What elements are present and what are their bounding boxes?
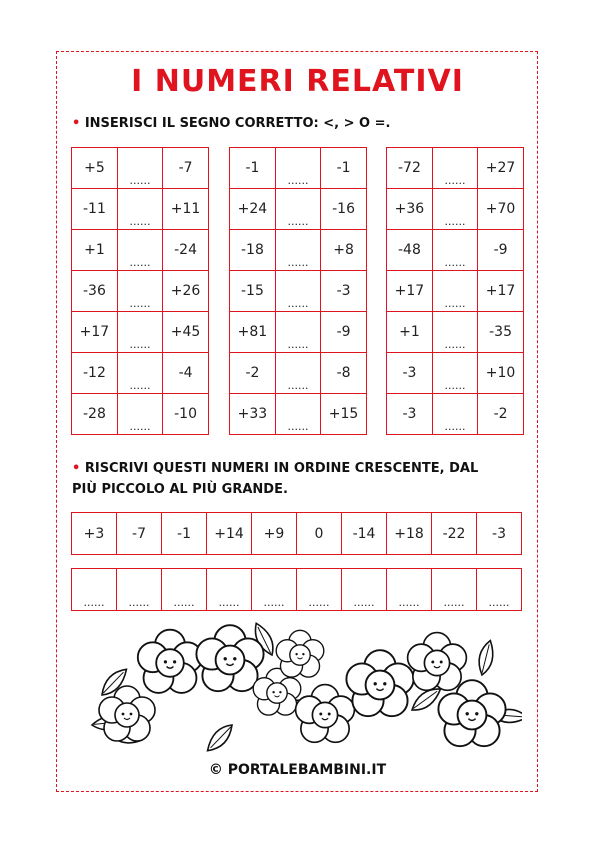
grid-cell: +1 <box>387 312 433 353</box>
answer-blank[interactable]: ...... <box>275 353 320 394</box>
grid-cell: +45 <box>163 312 209 353</box>
answer-blank[interactable]: ...... <box>117 394 162 435</box>
page-title: I NUMERI RELATIVI <box>131 64 464 99</box>
number-cell: -22 <box>432 513 477 555</box>
answer-blank[interactable]: ...... <box>162 569 207 611</box>
instruction-2-line-1: RISCRIVI QUESTI NUMERI IN ORDINE CRESCENTE, DAL <box>84 461 479 476</box>
answer-blank[interactable]: ...... <box>432 353 477 394</box>
number-cell: +14 <box>207 513 252 555</box>
grid-cell: -3 <box>387 353 433 394</box>
grid-cell: -2 <box>230 353 276 394</box>
grid-cell: -12 <box>72 353 118 394</box>
answer-blank[interactable]: ...... <box>297 569 342 611</box>
number-cell: -3 <box>477 513 522 555</box>
grid-cell: -35 <box>478 312 524 353</box>
number-cell: -1 <box>162 513 207 555</box>
answer-blank[interactable]: ...... <box>387 569 432 611</box>
answer-blank[interactable]: ...... <box>432 312 477 353</box>
grid-cell: +5 <box>72 148 118 189</box>
answer-blank[interactable]: ...... <box>275 271 320 312</box>
grid-cell: -24 <box>163 230 209 271</box>
answer-blank[interactable]: ...... <box>117 148 162 189</box>
grid-cell: +26 <box>163 271 209 312</box>
instruction-2-line-2: PIÙ PICCOLO AL PIÙ GRANDE. <box>72 482 288 497</box>
grid-cell: -3 <box>387 394 433 435</box>
grid-cell: +24 <box>230 189 276 230</box>
grid-cell: +36 <box>387 189 433 230</box>
number-cell: +3 <box>72 513 117 555</box>
answer-blank[interactable]: ...... <box>252 569 297 611</box>
answer-blank[interactable]: ...... <box>275 312 320 353</box>
numbers-row <box>71 512 522 555</box>
answer-blank[interactable]: ...... <box>275 189 320 230</box>
instruction-2 <box>72 458 478 500</box>
grid-cell: +70 <box>478 189 524 230</box>
grid-cell: -9 <box>478 230 524 271</box>
answer-blank[interactable]: ...... <box>117 230 162 271</box>
grid-cell: -3 <box>321 271 367 312</box>
answer-blank[interactable]: ...... <box>432 230 477 271</box>
answer-blank[interactable]: ...... <box>117 353 162 394</box>
grid-cell: +81 <box>230 312 276 353</box>
bullet: • <box>72 461 81 476</box>
grid-cell: +17 <box>387 271 433 312</box>
grid-cell: -4 <box>163 353 209 394</box>
grid-cell: -15 <box>230 271 276 312</box>
grid-cell: +1 <box>72 230 118 271</box>
grid-cell: -2 <box>478 394 524 435</box>
instruction-1 <box>72 113 390 134</box>
number-cell: -7 <box>117 513 162 555</box>
grid-cell: +17 <box>72 312 118 353</box>
number-cell: 0 <box>297 513 342 555</box>
answer-blank[interactable]: ...... <box>477 569 522 611</box>
grid-cell: +27 <box>478 148 524 189</box>
grid-cell: -10 <box>163 394 209 435</box>
grid-cell: +33 <box>230 394 276 435</box>
footer-credit: © PORTALEBAMBINI.IT <box>208 762 387 778</box>
grid-cell: -16 <box>321 189 367 230</box>
answer-blank[interactable]: ...... <box>432 394 477 435</box>
answer-blank[interactable]: ...... <box>275 148 320 189</box>
instruction-1-text: INSERISCI IL SEGNO CORRETTO: <, > O =. <box>84 116 391 131</box>
compare-grid-2 <box>229 147 367 435</box>
grid-cell: -8 <box>321 353 367 394</box>
grid-cell: +11 <box>163 189 209 230</box>
answer-blank[interactable]: ...... <box>275 230 320 271</box>
answer-blank[interactable]: ...... <box>117 569 162 611</box>
grid-cell: +10 <box>478 353 524 394</box>
grid-cell: -1 <box>230 148 276 189</box>
grid-cell: +15 <box>321 394 367 435</box>
grid-cell: -1 <box>321 148 367 189</box>
grid-cell: -7 <box>163 148 209 189</box>
answer-blank[interactable]: ...... <box>207 569 252 611</box>
grid-cell: -18 <box>230 230 276 271</box>
bullet: • <box>72 116 81 131</box>
grid-cell: -36 <box>72 271 118 312</box>
answer-blank[interactable]: ...... <box>117 271 162 312</box>
number-cell: -14 <box>342 513 387 555</box>
number-cell: +18 <box>387 513 432 555</box>
grid-cell: -9 <box>321 312 367 353</box>
grid-cell: -72 <box>387 148 433 189</box>
flowers-illustration-icon <box>82 615 522 755</box>
compare-grid-1 <box>71 147 209 435</box>
grid-cell: +8 <box>321 230 367 271</box>
answer-blank[interactable]: ...... <box>342 569 387 611</box>
answer-blank[interactable]: ...... <box>432 189 477 230</box>
answer-blank[interactable]: ...... <box>117 189 162 230</box>
grid-cell: +17 <box>478 271 524 312</box>
answer-row <box>71 568 522 611</box>
grid-cell: -11 <box>72 189 118 230</box>
answer-blank[interactable]: ...... <box>432 271 477 312</box>
grid-cell: -28 <box>72 394 118 435</box>
answer-blank[interactable]: ...... <box>432 148 477 189</box>
grid-cell: -48 <box>387 230 433 271</box>
compare-grid-3 <box>386 147 524 435</box>
answer-blank[interactable]: ...... <box>117 312 162 353</box>
answer-blank[interactable]: ...... <box>72 569 117 611</box>
answer-blank[interactable]: ...... <box>275 394 320 435</box>
number-cell: +9 <box>252 513 297 555</box>
answer-blank[interactable]: ...... <box>432 569 477 611</box>
